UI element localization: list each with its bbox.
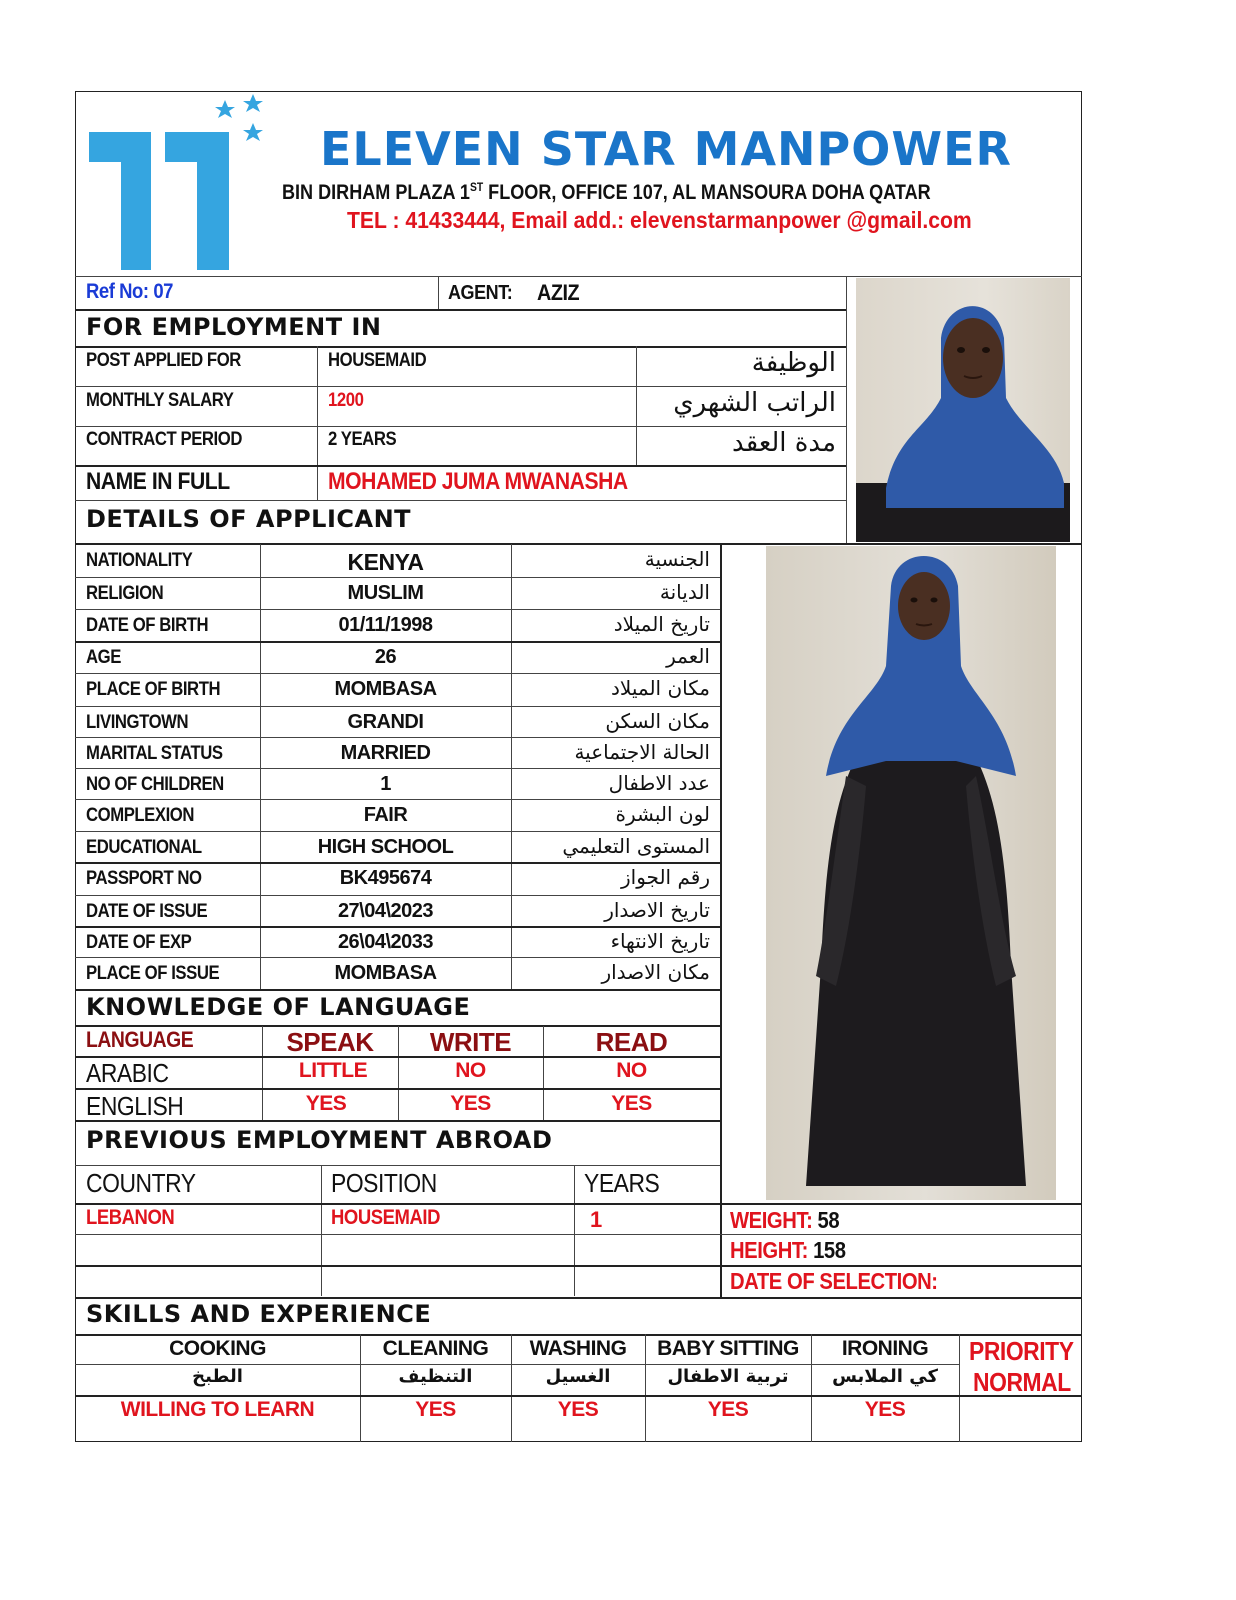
divider xyxy=(75,346,846,348)
previous-header: POSITION xyxy=(331,1168,437,1198)
height-field: HEIGHT: 158 xyxy=(730,1237,846,1263)
detail-label: EDUCATIONAL xyxy=(86,837,202,858)
detail-arabic: العمر xyxy=(666,644,710,668)
detail-arabic: رقم الجواز xyxy=(621,865,710,889)
divider xyxy=(75,1165,720,1166)
detail-label: PLACE OF BIRTH xyxy=(86,679,221,700)
divider xyxy=(75,957,720,958)
divider xyxy=(75,426,846,427)
detail-label: RELIGION xyxy=(86,583,164,604)
detail-label: AGE xyxy=(86,647,121,668)
detail-arabic: مكان السكن xyxy=(605,709,710,733)
skill-value: WILLING TO LEARN xyxy=(120,1398,315,1421)
detail-label: DATE OF BIRTH xyxy=(86,615,209,636)
skill-value: YES xyxy=(557,1398,599,1421)
detail-arabic: تاريخ الاصدار xyxy=(604,898,710,922)
divider xyxy=(321,1166,322,1296)
detail-value: BK495674 xyxy=(339,867,432,889)
skill-label: BABY SITTING xyxy=(657,1337,799,1360)
detail-label: NO OF CHILDREN xyxy=(86,774,224,795)
employment-arabic: الوظيفة xyxy=(751,348,836,378)
company-contact: TEL : 41433444, Email add.: elevenstarmanpower @gmail.com xyxy=(347,207,972,233)
section-title-skills: SKILLS AND EXPERIENCE xyxy=(86,1300,432,1328)
divider xyxy=(75,831,720,832)
detail-arabic: تاريخ الميلاد xyxy=(613,612,710,636)
divider xyxy=(75,500,846,501)
detail-value: 01/11/1998 xyxy=(338,614,433,636)
divider xyxy=(75,862,720,864)
detail-arabic: مكان الاصدار xyxy=(601,960,710,984)
section-title-previous: PREVIOUS EMPLOYMENT ABROAD xyxy=(86,1126,553,1154)
detail-label: PASSPORT NO xyxy=(86,868,202,889)
detail-value: 27\04\2023 xyxy=(337,900,434,922)
section-title-employment: FOR EMPLOYMENT IN xyxy=(86,313,382,341)
employment-label: POST APPLIED FOR xyxy=(86,350,241,371)
detail-value: HIGH SCHOOL xyxy=(317,836,454,858)
english-write: YES xyxy=(450,1092,491,1115)
skill-arabic: الطبخ xyxy=(192,1366,243,1387)
language-header: LANGUAGE xyxy=(86,1027,194,1052)
detail-value: KENYA xyxy=(347,549,424,575)
applicant-full-body-photo xyxy=(766,546,1056,1200)
employment-label: CONTRACT PERIOD xyxy=(86,429,242,450)
detail-value: MARRIED xyxy=(340,742,431,764)
divider xyxy=(75,1297,1082,1299)
section-title-details: DETAILS OF APPLICANT xyxy=(86,505,412,533)
divider xyxy=(75,465,846,467)
detail-value: FAIR xyxy=(363,804,408,826)
detail-arabic: عدد الاطفال xyxy=(608,771,710,795)
previous-years: 1 xyxy=(590,1207,602,1232)
divider xyxy=(959,1334,960,1442)
divider xyxy=(75,276,1082,277)
detail-value: GRANDI xyxy=(347,711,424,733)
divider xyxy=(636,346,637,465)
divider xyxy=(75,386,846,387)
divider xyxy=(75,543,1082,545)
detail-value: 1 xyxy=(380,773,391,795)
divider xyxy=(75,1395,1082,1397)
skill-label: WASHING xyxy=(529,1337,627,1360)
detail-label: PLACE OF ISSUE xyxy=(86,963,220,984)
language-header: READ xyxy=(595,1027,668,1057)
divider xyxy=(75,799,720,800)
skill-label: IRONING xyxy=(841,1337,929,1360)
priority-value: NORMAL xyxy=(973,1367,1071,1397)
agent-label: AGENT: xyxy=(448,282,513,304)
section-title-language: KNOWLEDGE OF LANGUAGE xyxy=(86,993,471,1021)
previous-country: LEBANON xyxy=(86,1206,175,1229)
name-label: NAME IN FULL xyxy=(86,468,230,495)
divider xyxy=(75,1120,720,1122)
detail-arabic: الديانة xyxy=(659,580,710,604)
divider xyxy=(317,346,318,500)
divider xyxy=(75,1234,1082,1235)
company-name: ELEVEN STAR MANPOWER xyxy=(320,122,1012,176)
skill-value: YES xyxy=(415,1398,456,1421)
divider xyxy=(75,1265,1082,1267)
language-name: ENGLISH xyxy=(86,1091,184,1121)
detail-value: MOMBASA xyxy=(334,678,437,700)
arabic-speak: LITTLE xyxy=(298,1059,368,1082)
english-speak: YES xyxy=(305,1092,347,1115)
divider xyxy=(75,577,720,578)
arabic-write: NO xyxy=(455,1059,486,1082)
employment-value: 2 YEARS xyxy=(328,429,397,450)
divider xyxy=(75,641,720,643)
date-of-selection-label: DATE OF SELECTION: xyxy=(730,1268,938,1294)
employment-value: HOUSEMAID xyxy=(328,350,427,371)
divider xyxy=(75,1056,720,1058)
detail-label: DATE OF ISSUE xyxy=(86,901,208,922)
skill-value: YES xyxy=(707,1398,749,1421)
header xyxy=(76,92,1081,275)
detail-label: LIVINGTOWN xyxy=(86,712,189,733)
english-read: YES xyxy=(611,1092,652,1115)
divider xyxy=(720,544,722,1299)
detail-arabic: لون البشرة xyxy=(615,802,710,826)
skill-arabic: الغسيل xyxy=(545,1366,611,1387)
detail-value: 26\04\2033 xyxy=(337,931,434,953)
divider xyxy=(75,1088,720,1090)
divider xyxy=(75,989,720,991)
divider xyxy=(75,1203,1082,1205)
skill-value: YES xyxy=(864,1398,906,1421)
detail-value: 26 xyxy=(374,646,397,668)
previous-header: COUNTRY xyxy=(86,1168,196,1198)
divider xyxy=(75,309,846,311)
company-address: BIN DIRHAM PLAZA 1ST FLOOR, OFFICE 107, AL MANSOURA DOHA QATAR xyxy=(282,180,931,204)
employment-label: MONTHLY SALARY xyxy=(86,390,234,411)
detail-arabic: تاريخ الانتهاء xyxy=(610,929,710,953)
skill-arabic: كي الملابس xyxy=(832,1366,938,1387)
detail-arabic: الحالة الاجتماعية xyxy=(574,740,710,764)
previous-header: YEARS xyxy=(584,1168,660,1198)
detail-arabic: المستوى التعليمي xyxy=(562,834,710,858)
salary-value: 1200 xyxy=(328,390,364,411)
skill-arabic: تربية الاطفال xyxy=(667,1366,789,1387)
previous-position: HOUSEMAID xyxy=(331,1206,440,1229)
skill-label: CLEANING xyxy=(382,1337,489,1360)
detail-label: DATE OF EXP xyxy=(86,932,192,953)
priority-label: PRIORITY xyxy=(969,1336,1074,1366)
agent-value: AZIZ xyxy=(537,280,580,305)
weight-field: WEIGHT: 58 xyxy=(730,1207,840,1233)
detail-label: MARITAL STATUS xyxy=(86,743,223,764)
divider xyxy=(75,1364,959,1365)
divider xyxy=(438,277,439,309)
arabic-read: NO xyxy=(616,1059,647,1082)
eleven-star-logo-icon xyxy=(86,92,271,272)
detail-arabic: مكان الميلاد xyxy=(611,676,710,700)
divider xyxy=(75,737,720,738)
applicant-portrait-photo xyxy=(856,278,1070,542)
skill-arabic: التنظيف xyxy=(398,1366,473,1387)
detail-arabic: الجنسية xyxy=(644,547,710,571)
divider xyxy=(75,673,720,674)
skill-label: COOKING xyxy=(169,1337,266,1360)
detail-label: NATIONALITY xyxy=(86,550,193,571)
divider xyxy=(574,1166,575,1296)
divider xyxy=(75,1334,1082,1336)
applicant-full-name: MOHAMED JUMA MWANASHA xyxy=(328,468,628,495)
language-name: ARABIC xyxy=(86,1058,169,1088)
employment-arabic: الراتب الشهري xyxy=(673,388,836,418)
detail-value: MOMBASA xyxy=(334,962,437,984)
divider xyxy=(75,895,720,896)
divider xyxy=(846,277,847,543)
divider xyxy=(75,609,720,610)
employment-arabic: مدة العقد xyxy=(732,428,836,458)
ref-number: Ref No: 07 xyxy=(86,280,173,303)
detail-value: MUSLIM xyxy=(347,582,424,604)
divider xyxy=(511,544,512,989)
full-body-illustration-icon xyxy=(766,546,1056,1200)
language-header: SPEAK xyxy=(286,1027,374,1057)
divider xyxy=(75,926,720,928)
divider xyxy=(75,768,720,769)
portrait-illustration-icon xyxy=(856,278,1070,542)
language-header: WRITE xyxy=(429,1027,512,1057)
detail-label: COMPLEXION xyxy=(86,805,195,826)
divider xyxy=(75,706,720,707)
